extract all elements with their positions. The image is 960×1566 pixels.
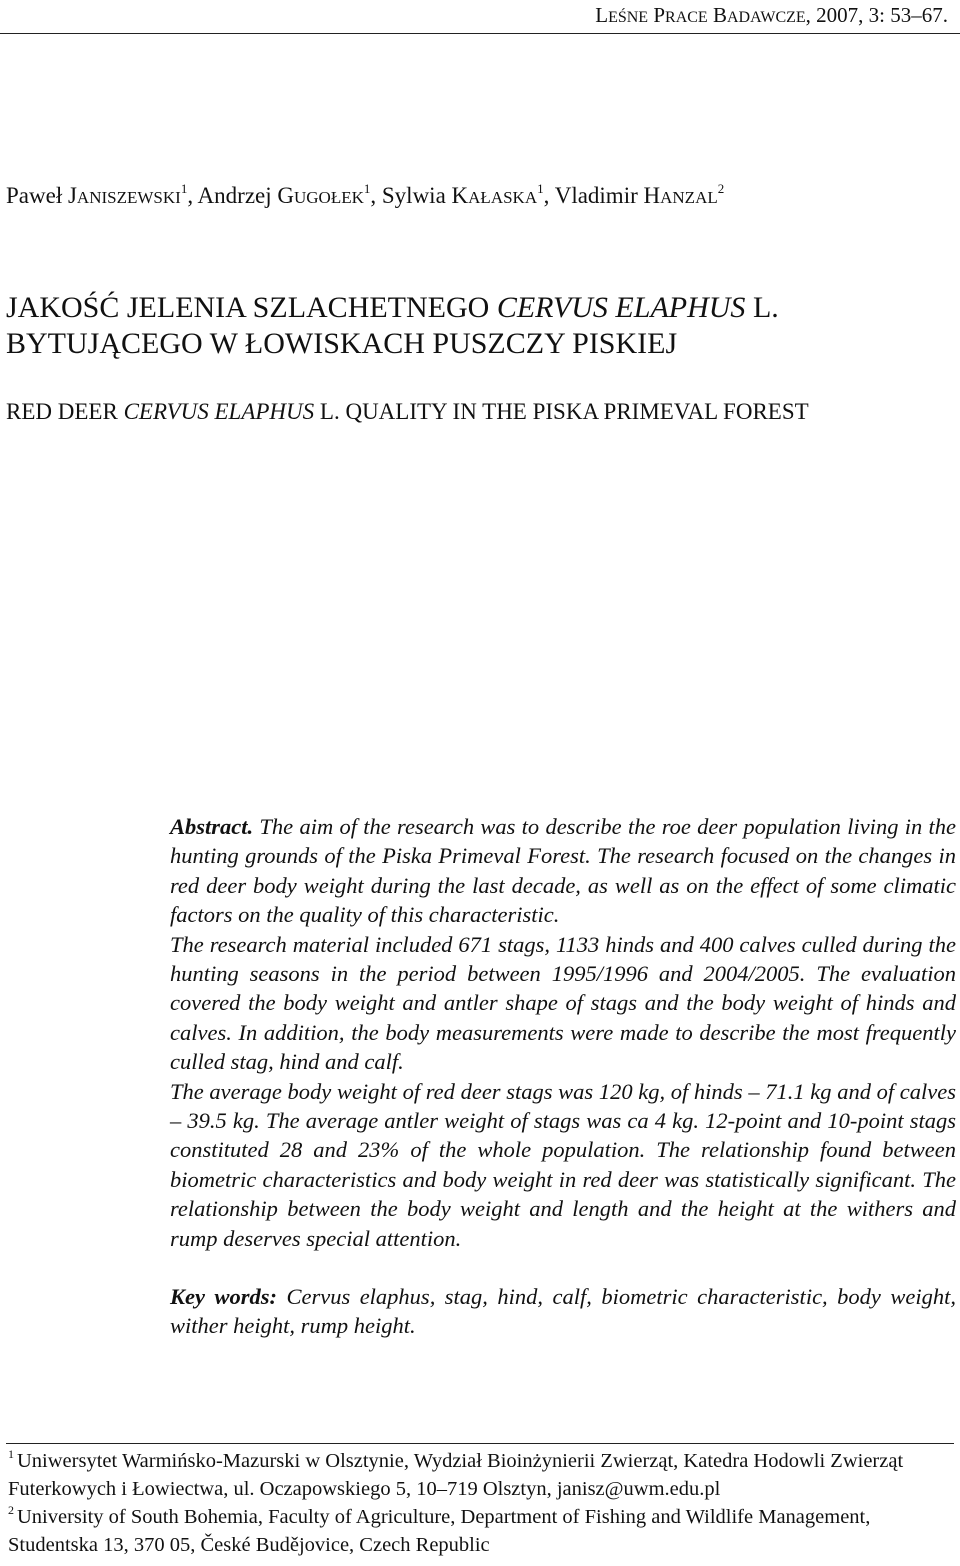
running-head [0,0,960,34]
affiliation-marker: 1 [180,181,188,196]
keywords-heading: Key words: [170,1284,277,1309]
journal-name: LEŚNE PRACE BADAWCZE [595,3,806,27]
citation: , 2007, 3: 53–67. [805,3,948,27]
affiliation-marker: 1 [537,181,544,196]
abstract-paragraph: Abstract. The aim of the research was to describe the roe deer population living in the hunting grounds of the Piska Primeval Forest. The research focused on the changes in red deer body weight during the last decade, as well as on the effect of some climatic factors on the quality of this characteristic. [170,814,956,928]
abstract-paragraph: The research material included 671 stags, 1133 hinds and 400 calves culled during the hunting seasons in the period between 1995/1996 and 2004/2005. The evaluation covered the body weight and antler shape of stags and the body weight of hinds and calves. In addition, the body measurements were made to describe the most frequently culled stag, hind and calf. [170,931,956,1075]
footnote: $^2$ University of South Bohemia, Faculty of Agriculture, Department of Fishing and Wildlife Management, Studentska 13, 370 05, České Budějovice, Czech Republic [8,1503,871,1556]
affiliation-marker: 1 [363,181,371,196]
keywords [170,1282,956,1341]
footnote: $^1$ Uniwersytet Warmińsko-Mazurski w Olsztynie, Wydział Bioinżynierii Zwierząt, Katedra Hodowli Zwierząt Futerkowych i Łowiectwa, ul. Oczapowskiego 5, 10–719 Olsztyn, janisz@uwm.edu.pl [8,1447,904,1500]
author: Paweł JANISZEWSKI$^1$ [6,181,188,208]
abstract-paragraph: The average body weight of red deer stags was 120 kg, of hinds – 71.1 kg and of calves – 39.5 kg. The average antler weight of stags was ca 4 kg. 12-point and 10-point stags constituted 28 and 23% of the whole population. The relationship found between biometric characteristics and body weight in red deer was statistically significant. The relationship between the body weight and length and the height at the withers and rump deserves special attention. [170,1078,956,1251]
footnote-divider [6,1443,954,1444]
author-list: Paweł JANISZEWSKI$^1$, Andrzej GUGOŁEK$^1$, Sylwia KAŁASKA$^1$, Vladimir HANZAL$^2$ [6,181,725,208]
author: Andrzej GUGOŁEK$^1$ [197,181,371,208]
abstract-heading: Abstract. [170,814,254,839]
title-english: RED DEER CERVUS ELAPHUS L. QUALITY IN THE PISKA PRIMEVAL FOREST [6,399,809,424]
author: Vladimir HANZAL$^2$ [554,181,725,208]
title-polish: JAKOŚĆ JELENIA SZLACHETNEGO CERVUS ELAPHUS L. BYTUJĄCEGO W ŁOWISKACH PUSZCZY PISKIEJ [6,291,779,360]
affiliation-marker: 2 [717,181,725,196]
keywords-text: Cervus elaphus, stag, hind, calf, biometric characteristic, body weight, wither height, rump height. [170,1284,956,1339]
author: Sylwia KAŁASKA$^1$ [381,181,544,208]
footnotes [8,1447,954,1559]
abstract [170,812,956,1253]
